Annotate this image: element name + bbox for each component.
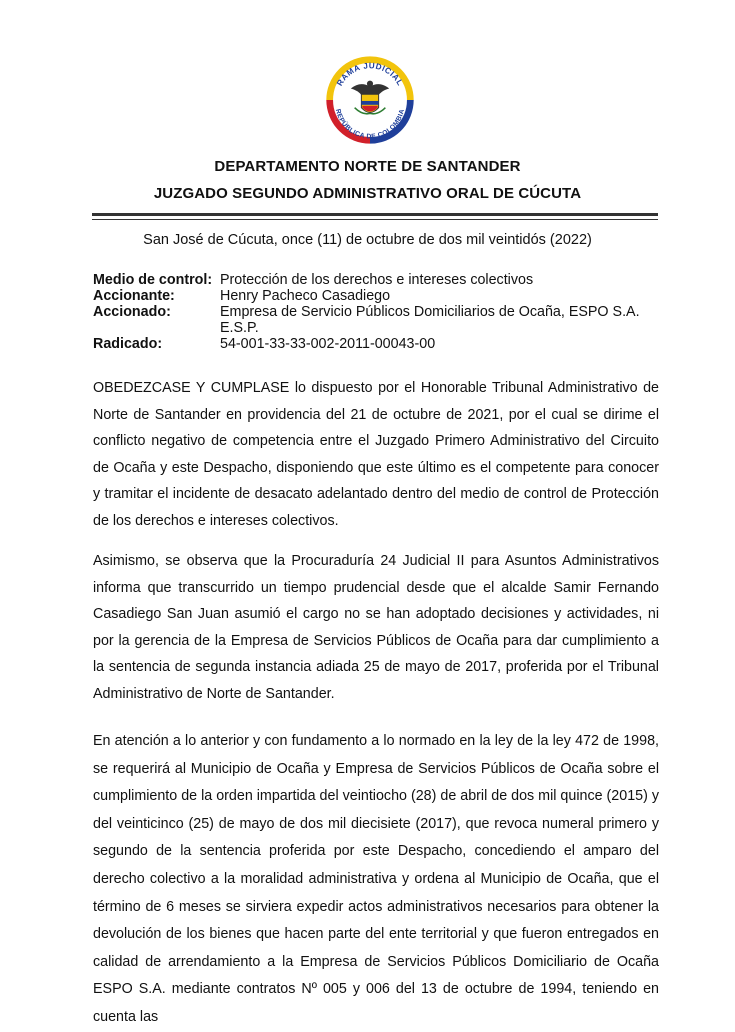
medio-value: Protección de los derechos e intereses colectivos xyxy=(220,272,534,288)
medio-label: Medio de control: xyxy=(93,272,213,288)
paragraph-en-atencion: En atención a lo anterior y con fundamento a lo normado en la ley de la ley 472 de 1998, se requerirá al Municipio de Ocaña y Empresa de Servicios Públicos de Ocaña sobre el cumplimiento de la orden impartida del veintiocho (28) de abril de dos mil quince (2015) y del veinticinco (25) de mayo de dos mil diecisiete (2017), que revoca numeral primero y segundo de la sentencia proferida por este Despacho, concediendo el amparo del derecho colectivo a la moralidad administrativa y ordena al Municipio de Ocaña, que el término de 6 meses se sirviera expedir actos administrativos necesarios para obtener la devolución de los bienes que hacen parte del ente territorial y que fueron entregados en calidad de arrendamiento a la Empresa de Servicios Públicos Domiciliario de Ocaña ESPO S.A. mediante contratos Nº 005 y 006 del 13 de octubre de 1994, teniendo en cuenta las xyxy=(93,733,659,1025)
case-row-accionante xyxy=(93,288,663,304)
case-row-accionado xyxy=(93,304,663,336)
accionante-value: Henry Pacheco Casadiego xyxy=(220,288,391,304)
case-row-radicado xyxy=(93,336,663,352)
accionante-label: Accionante: xyxy=(93,288,175,304)
case-details xyxy=(93,272,663,352)
radicado-label: Radicado: xyxy=(93,336,163,352)
paragraph-asimismo: Asimismo, se observa que la Procuraduría 24 Judicial II para Asuntos Administrativos informa que transcurrido un tiempo prudencial desde que el alcalde Samir Fernando Casadiego San Juan asumió el cargo no se han adoptado decisiones y actividades, ni por la gerencia de la Empresa de Servicios Públicos de Ocaña para dar cumplimiento a la sentencia de segunda instancia adiada 25 de mayo de 2017, proferida por el Tribunal Administrativo de Norte de Santander. xyxy=(93,553,659,702)
date-line: San José de Cúcuta, once (11) de octubre de dos mil veintidós (2022) xyxy=(143,232,592,248)
court-heading: JUZGADO SEGUNDO ADMINISTRATIVO ORAL DE CÚCUTA xyxy=(153,185,582,202)
header-divider-thin xyxy=(92,219,658,220)
radicado-value: 54-001-33-33-002-2011-00043-00 xyxy=(220,336,436,352)
seal-top-text: RAMA JUDICIAL xyxy=(335,61,405,88)
header-divider-thick xyxy=(92,213,658,216)
case-row-medio xyxy=(93,272,663,288)
rama-judicial-seal xyxy=(322,52,418,148)
paragraph-obedezcase: OBEDEZCASE Y CUMPLASE lo dispuesto por el Honorable Tribunal Administrativo de Norte de Santander en providencia del 21 de octubre de 2021, por el cual se dirime el conflicto negativo de competencia entre el Juzgado Primero Administrativo del Circuito de Ocaña y este Despacho, disponiendo que este último es el competente para conocer y tramitar el incidente de desacato adelantado dentro del medio de control de Protección de los derechos e intereses colectivos. xyxy=(93,380,659,529)
accionado-value: Empresa de Servicio Públicos Domiciliarios de Ocaña, ESPO S.A. E.S.P. xyxy=(220,304,640,336)
seal-bottom-text: REPÚBLICA DE COLOMBIA xyxy=(333,108,407,141)
accionado-label: Accionado: xyxy=(93,304,171,320)
department-heading: DEPARTAMENTO NORTE DE SANTANDER xyxy=(214,158,521,175)
